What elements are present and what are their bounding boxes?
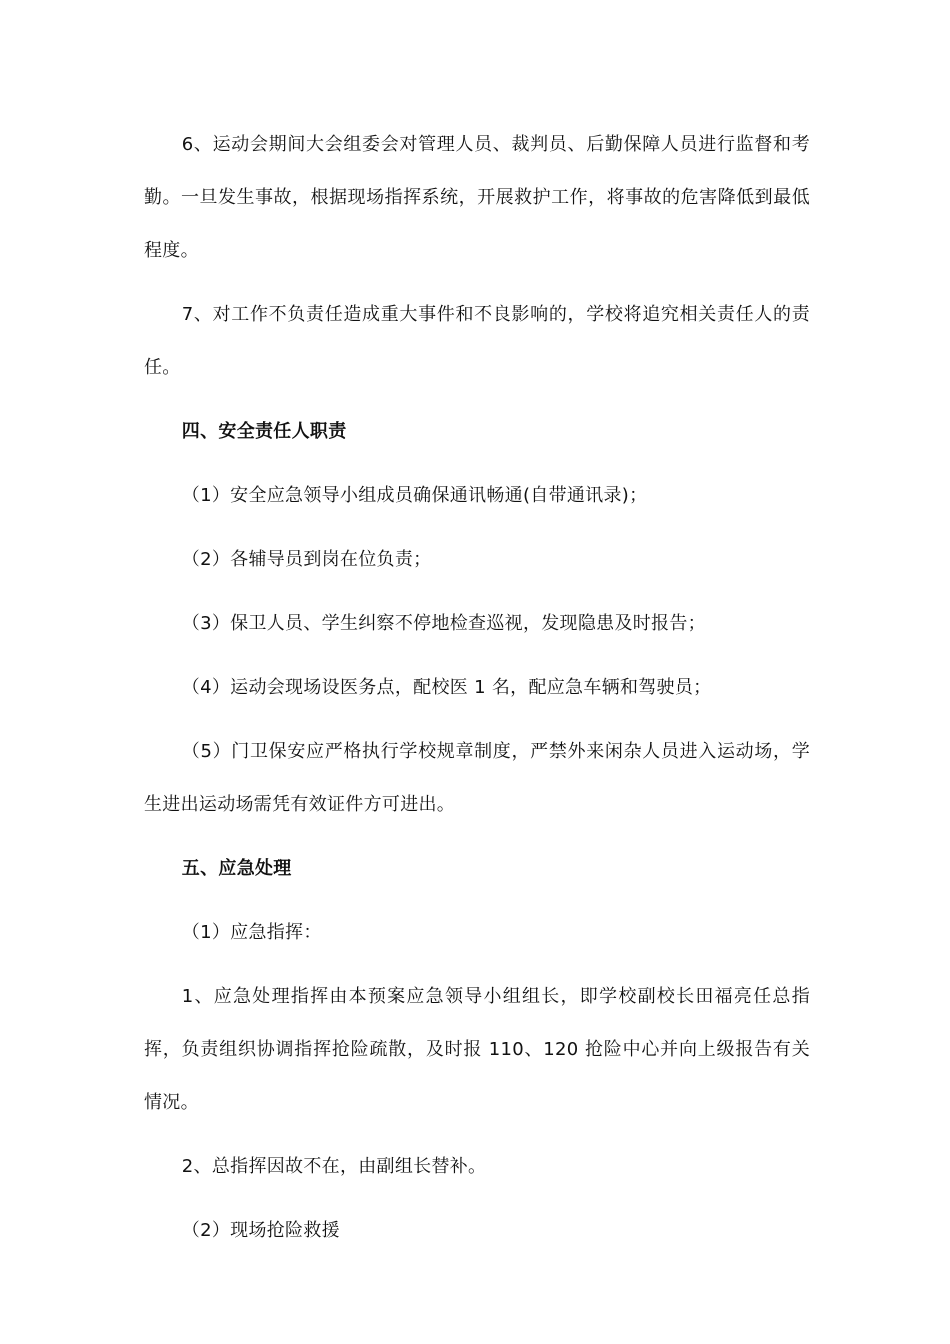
duty-item-1: （1）安全应急领导小组成员确保通讯畅通(自带通讯录)；: [181, 485, 648, 506]
emergency-subsection-command: （1）应急指挥：: [181, 922, 322, 943]
document-body: [144, 118, 810, 1268]
duty-item-2: （2）各辅导员到岗在位负责；: [181, 549, 432, 570]
command-item-2: 2、总指挥因故不在，由副组长替补。: [181, 1156, 487, 1177]
section-heading-emergency: 五、应急处理: [181, 858, 292, 879]
duty-item-5: （5）门卫保安应严格执行学校规章制度，严禁外来闲杂人员进入运动场，学生进出运动场需凭有效证件方可进出。: [144, 741, 810, 815]
emergency-subsection-rescue: （2）现场抢险救援: [181, 1220, 340, 1241]
command-item-1: 1、应急处理指挥由本预案应急领导小组组长，即学校副校长田福亮任总指挥，负责组织协调指挥抢险疏散，及时报 110、120 抢险中心并向上级报告有关情况。: [144, 986, 810, 1113]
paragraph-item-6: 6、运动会期间大会组委会对管理人员、裁判员、后勤保障人员进行监督和考勤。一旦发生事故，根据现场指挥系统，开展救护工作，将事故的危害降低到最低程度。: [144, 134, 810, 261]
duty-item-4: （4）运动会现场设医务点，配校医 1 名，配应急车辆和驾驶员；: [181, 677, 712, 698]
paragraph-item-7: 7、对工作不负责任造成重大事件和不良影响的，学校将追究相关责任人的责任。: [144, 304, 810, 378]
section-heading-responsibilities: 四、安全责任人职责: [181, 421, 347, 442]
duty-item-3: （3）保卫人员、学生纠察不停地检查巡视，发现隐患及时报告；: [181, 613, 706, 634]
